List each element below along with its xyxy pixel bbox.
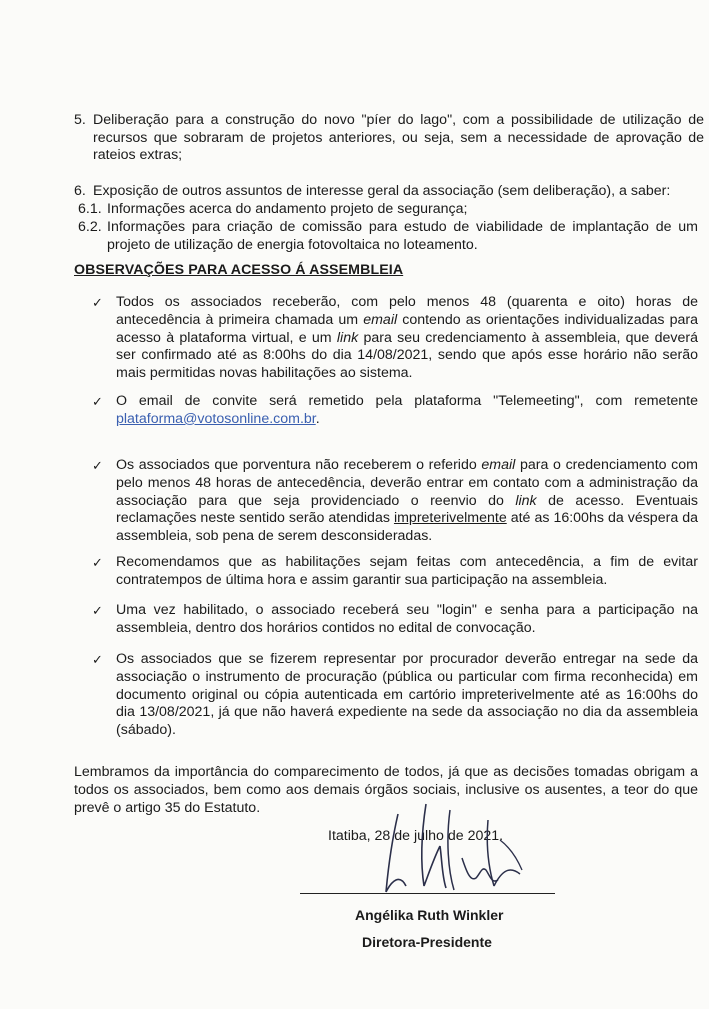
signer-name: Angélika Ruth Winkler xyxy=(355,907,504,923)
text-run: Todos os associados receberão, com pelo menos 48 (quarenta e oito) horas de antecedência à primeira chamada um xyxy=(116,294,698,328)
check-icon: ✓ xyxy=(92,652,103,667)
check-icon: ✓ xyxy=(92,555,103,570)
bullet-text: Os associados que se fizerem representar por procurador deverão entregar na sede da associação o instrumento de procuração (pública ou particular com firma reconhecida) em documento original ou cópia autenticada em cartório impreterivelmente até as 16:00hs do dia 13/08/2021, já que não haverá expediente na sede da associação no dia da assembleia (sábado). xyxy=(116,651,698,739)
text-run: contendo as orientações individualizadas para acesso à plataforma virtual, e um xyxy=(116,311,698,346)
agenda-subitem-number: 6.2. xyxy=(78,219,102,235)
agenda-subitem-text: Informações para criação de comissão para estudo de viabilidade de implantação de um projeto de utilização de energia fotovoltaica no loteamento. xyxy=(107,219,698,253)
text-run-italic: email xyxy=(363,311,398,328)
text-run: até as 16:00hs da véspera da assembleia, sob pena de serem desconsideradas. xyxy=(116,510,698,545)
section-heading: OBSERVAÇÕES PARA ACESSO Á ASSEMBLEIA xyxy=(74,262,404,278)
check-icon: ✓ xyxy=(92,603,103,618)
agenda-item-number: 6. xyxy=(74,183,86,199)
check-icon: ✓ xyxy=(92,458,103,473)
agenda-item-text: Deliberação para a construção do novo "píer do lago", com a possibilidade de utilização de recursos que sobraram de projetos anteriores, ou seja, sem a necessidade de aprovação de rateios extras; xyxy=(93,112,704,163)
handwritten-signature xyxy=(370,800,530,900)
email-link[interactable]: plataforma@votosonline.com.br xyxy=(116,410,316,427)
check-icon: ✓ xyxy=(92,394,103,409)
agenda-subitem-text: Informações acerca do andamento projeto de segurança; xyxy=(107,201,468,217)
closing-paragraph: Lembramos da importância do comparecimento de todos, já que as decisões tomadas obrigam a todos os associados, bem como aos demais órgãos sociais, inclusive os ausentes, a teor do que prevê o artigo 35 do Estatuto. xyxy=(74,764,698,816)
agenda-item-text: Exposição de outros assuntos de interesse geral da associação (sem deliberação), a saber: xyxy=(93,183,671,199)
bullet-item-recommendation xyxy=(92,554,698,590)
bullet-text xyxy=(116,294,698,383)
text-run: . xyxy=(315,410,320,427)
agenda-item-number: 5. xyxy=(74,112,86,128)
text-run-italic: email xyxy=(481,457,516,473)
bullet-item-credentials xyxy=(92,294,698,383)
bullet-item-login xyxy=(92,602,698,638)
check-icon: ✓ xyxy=(92,295,103,310)
bullet-item-invite-email xyxy=(92,393,698,429)
agenda-item-6 xyxy=(74,183,704,201)
bullet-text xyxy=(116,393,698,429)
text-run: O email de convite será remetido pela plataforma "Telemeeting", com remetente xyxy=(116,393,698,409)
text-run-underlined: impreterivelmente xyxy=(393,510,507,527)
agenda-subitem-number: 6.1. xyxy=(78,201,102,217)
text-run: Os associados que porventura não receberem o referido xyxy=(116,457,482,473)
text-run-italic: link xyxy=(336,329,359,346)
bullet-text: Recomendamos que as habilitações sejam feitas com antecedência, a fim de evitar contratempos de última hora e assim garantir sua participação na assembleia. xyxy=(116,554,698,588)
place-date: Itatiba, 28 de julho de 2021. xyxy=(328,828,504,844)
text-run-italic: link xyxy=(515,492,537,509)
bullet-text: Uma vez habilitado, o associado receberá seu "login" e senha para a participação na assembleia, dentro dos horários contidos no edital de convocação. xyxy=(116,602,698,636)
bullet-item-proxy xyxy=(92,651,698,740)
text-run: para seu credenciamento à assembleia, que deverá ser confirmado até as 8:00hs do dia 14/08/2021, sendo que após esse horário não serão mais permitidas novas habilitações ao sistema. xyxy=(116,329,698,382)
signer-role: Diretora-Presidente xyxy=(362,934,492,950)
text-run: para o credenciamento com pelo menos 48 horas de antecedência, deverão entrar em contato com a administração da associação para que seja providenciado o reenvio do xyxy=(116,457,698,509)
agenda-subitem-6-2 xyxy=(78,219,698,254)
bullet-item-not-received xyxy=(92,457,698,546)
bullet-text xyxy=(116,457,698,546)
agenda-item-5 xyxy=(74,112,704,165)
agenda-subitem-6-1 xyxy=(78,201,698,219)
signature-line xyxy=(300,893,555,894)
text-run: de acesso. Eventuais reclamações neste sentido serão atendidas xyxy=(116,492,698,527)
